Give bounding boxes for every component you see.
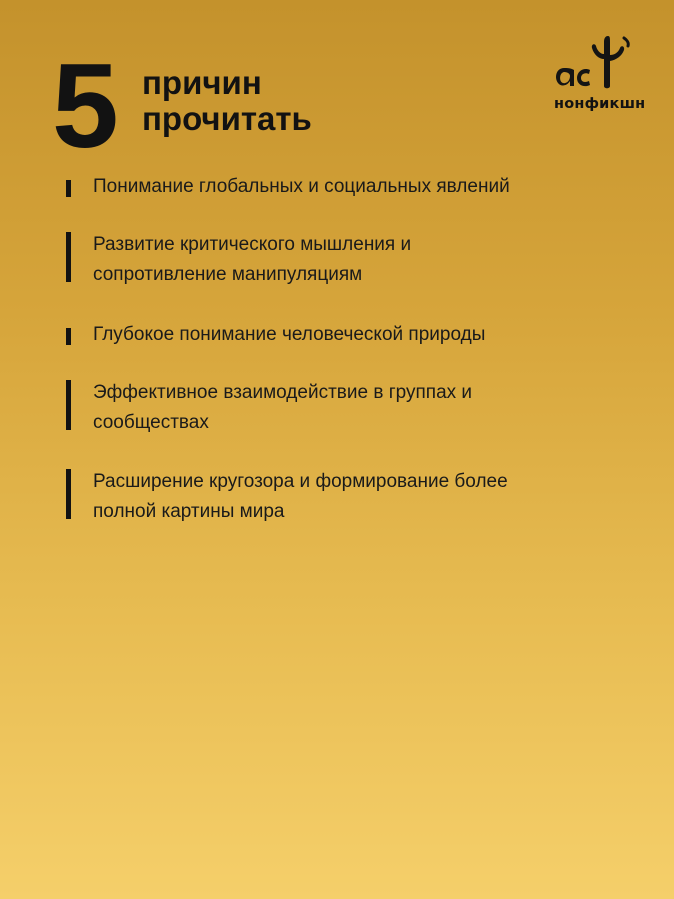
bullet-bar [66,380,71,430]
bullet-bar [66,328,71,345]
publisher-logo [550,28,650,118]
reason-text-line: Глубокое понимание человеческой природы [93,324,486,345]
reason-item [66,378,472,438]
reason-text-line: Эффективное взаимодействие в группах и [93,382,473,403]
reason-item [66,172,510,202]
reason-item [66,320,485,350]
reason-text-line: полной картины мира [93,501,285,522]
reason-item [66,467,508,527]
headline-line-2: прочитать [142,100,312,137]
logo-subtitle: нонфикшн [554,96,646,112]
reason-text-line: сопротивление манипуляциям [93,264,363,285]
bullet-bar [66,469,71,519]
bullet-bar [66,180,71,197]
headline [142,65,402,137]
reason-text-line: Развитие критического мышления и [93,234,412,255]
headline-line-1: причин [142,64,262,101]
reason-text-line: Понимание глобальных и социальных явлений [93,176,510,197]
reason-text-line: сообществах [93,412,209,433]
big-number: 5 [52,39,117,173]
reason-text-line: Расширение кругозора и формирование более [93,471,508,492]
bullet-bar [66,232,71,282]
ast-logo-icon [550,28,650,98]
reason-item [66,230,411,290]
